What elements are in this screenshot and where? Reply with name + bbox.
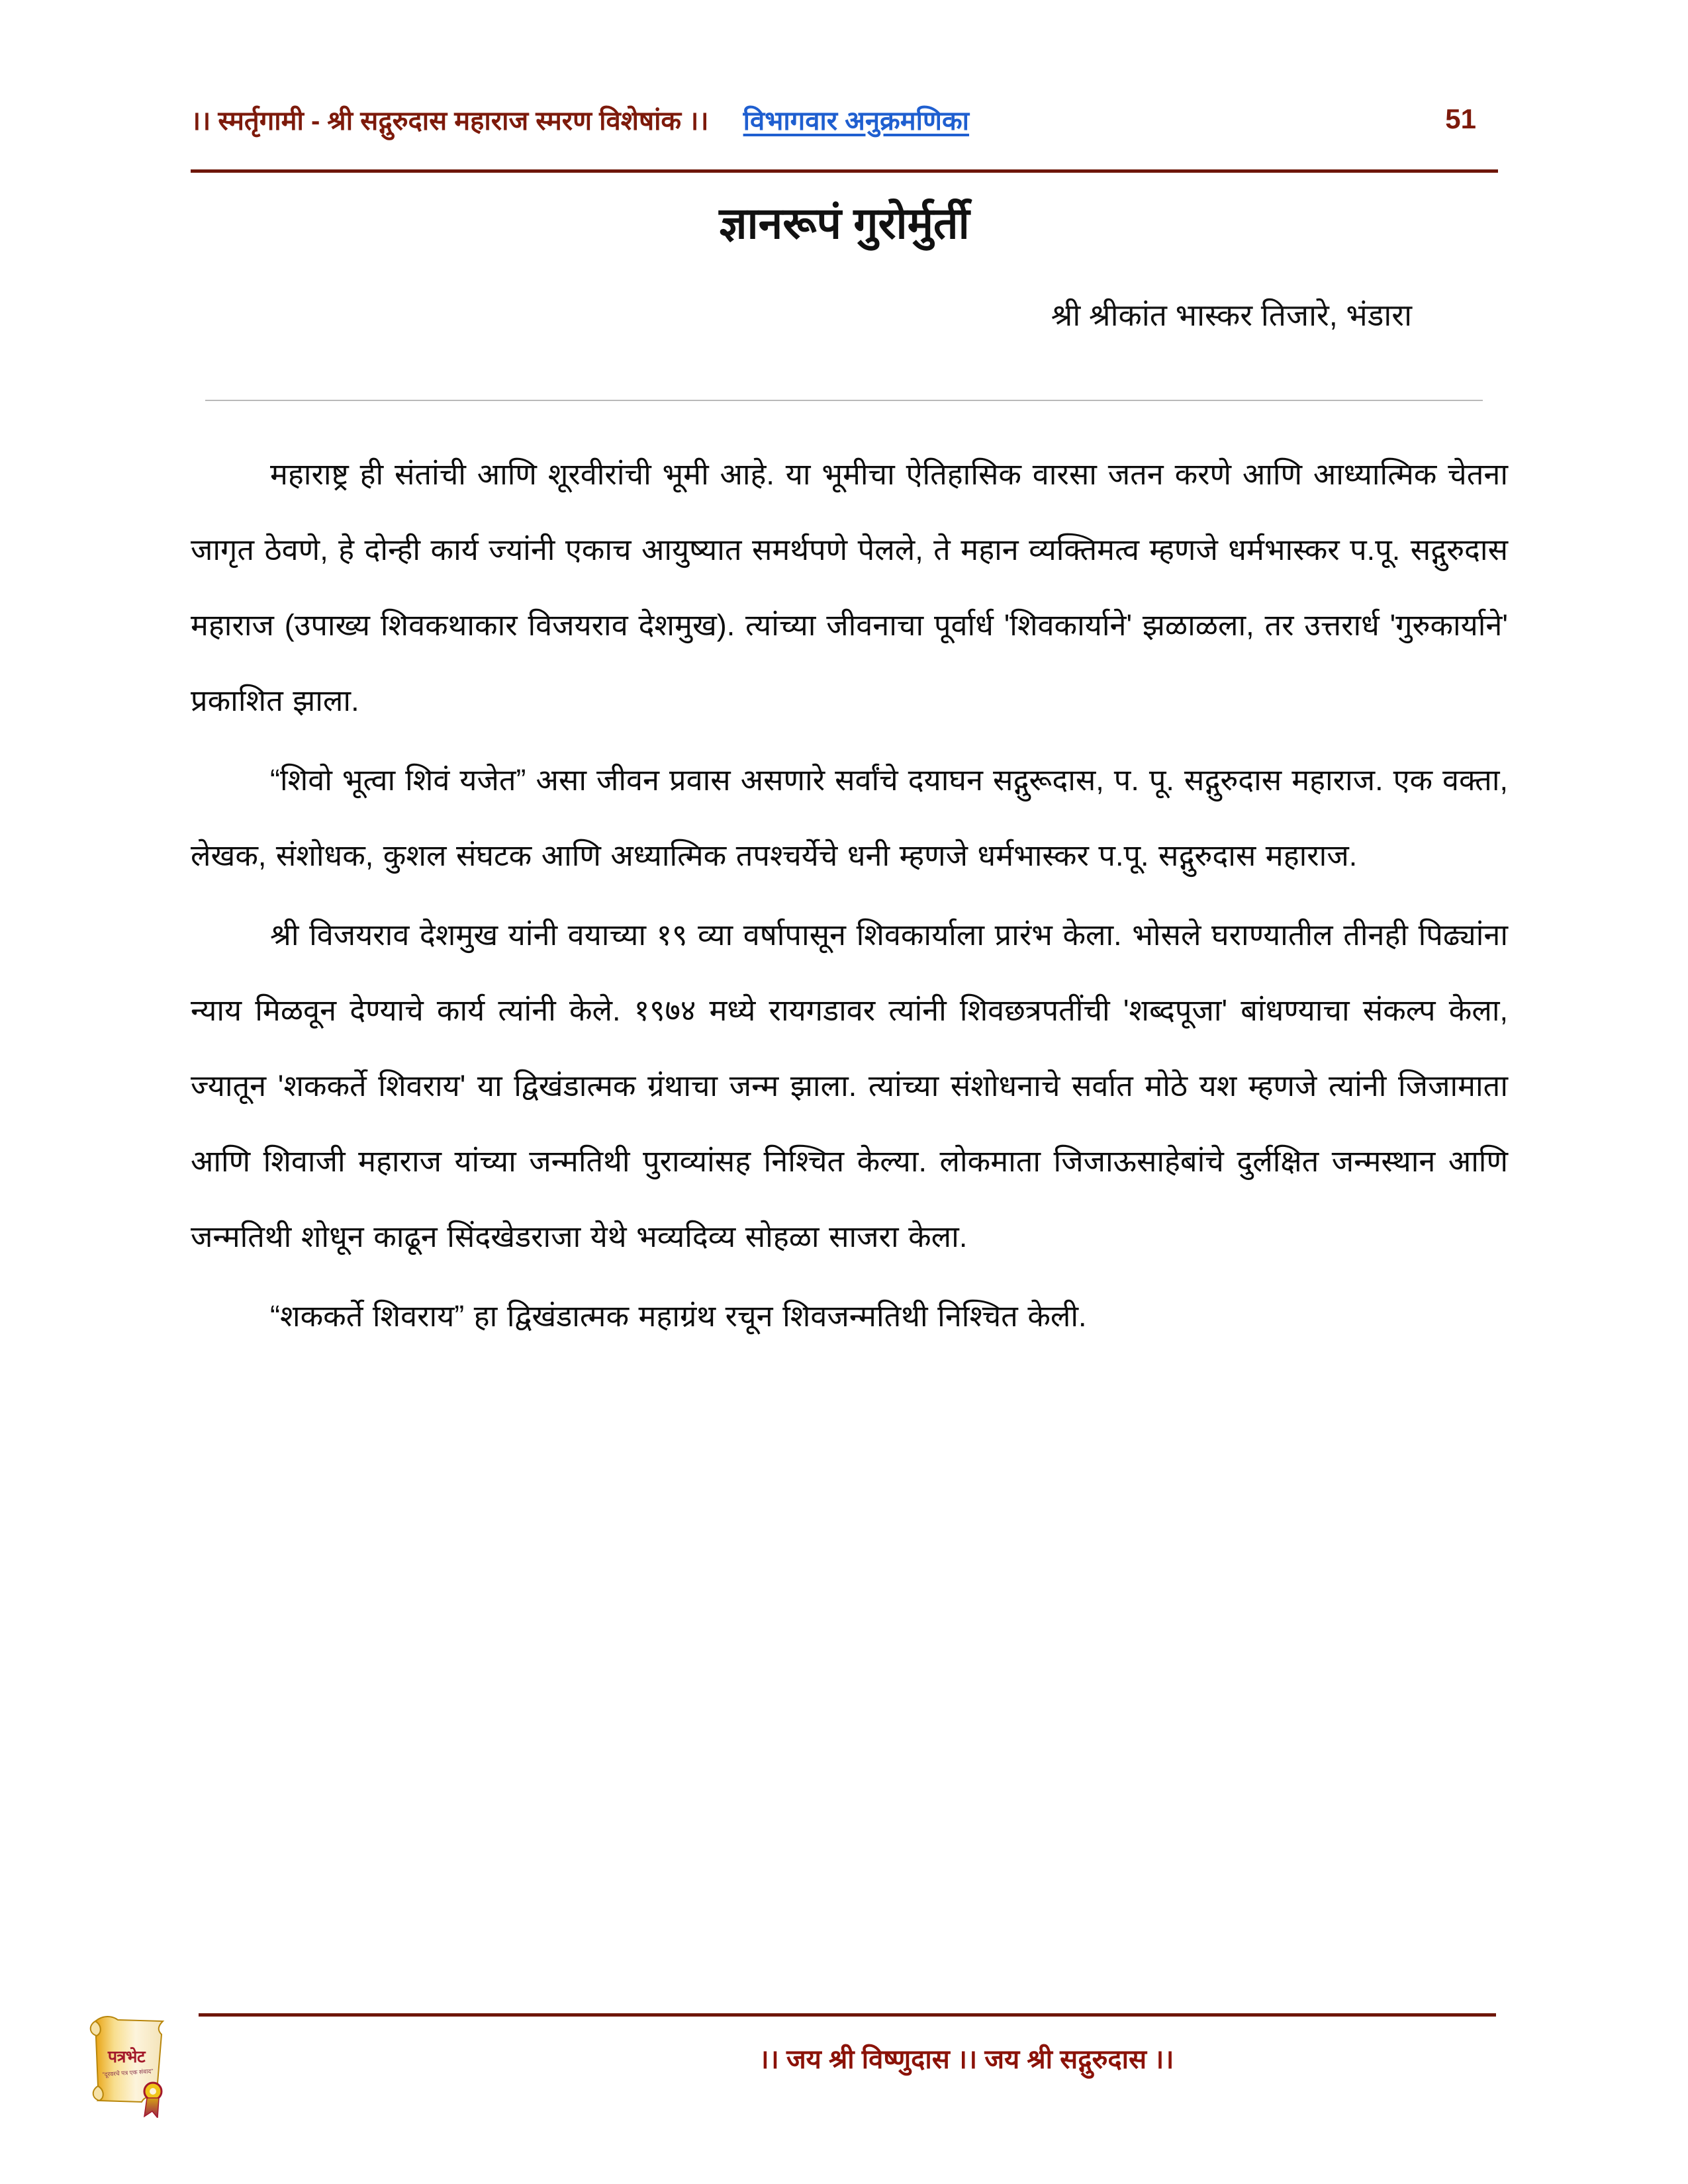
page-header [191,93,1495,146]
paragraph: “शककर्ते शिवराय” हा द्विखंडात्मक महाग्रंथ रचून शिवजन्मतिथी निश्चित केली. [270,1299,1087,1333]
index-link[interactable]: विभागवार अनुक्रमणिका [743,106,970,136]
paragraph: “शिवो भूत्वा शिवं यजेत” असा जीवन प्रवास असणारे सर्वांचे दयाघन सद्गुरूदास, प. पू. सद्गुरुदास महाराज. एक वक्ता, लेखक, संशोधक, कुशल संघटक आणि अध्यात्मिक तपश्चर्येचे धनी म्हणजे धर्मभास्कर प.पू. सद्गुरुदास महाराज. [191,763,1508,872]
footer-divider-rule [199,2013,1496,2017]
footer-salutation: ।। जय श्री विष्णुदास ।। जय श्री सद्गुरुदास ।। [759,2045,1174,2074]
logo-tagline: "दूरवरचे पत्र एक संवाद" [102,2068,154,2078]
logo-wordmark: पत्रभेट [107,2048,146,2066]
title-body-divider [205,400,1483,401]
header-divider-rule [191,169,1498,173]
article-author: श्री श्रीकांत भास्कर तिजारे, भंडारा [1051,298,1412,332]
header-issue-title: ।। स्मर्तृगामी - श्री सद्गुरुदास महाराज स्मरण विशेषांक ।। [191,106,709,136]
page-number: 51 [1445,103,1476,134]
paragraph: महाराष्ट्र ही संतांची आणि शूरवीरांची भूमी आहे. या भूमीचा ऐतिहासिक वारसा जतन करणे आणि आध्यात्मिक चेतना जागृत ठेवणे, हे दोन्ही कार्य ज्यांनी एकाच आयुष्यात समर्थपणे पेलले, ते महान व्यक्तिमत्व म्हणजे धर्मभास्कर प.पू. सद्गुरुदास महाराज (उपाख्य शिवकथाकार विजयराव देशमुख). त्यांच्या जीवनाचा पूर्वार्ध 'शिवकार्याने' झळाळला, तर उत्तरार्ध 'गुरुकार्याने' प्रकाशित झाला. [191,457,1508,717]
article-body [191,437,1508,1358]
patrabhet-scroll-logo [78,2007,177,2118]
paragraph: श्री विजयराव देशमुख यांनी वयाच्या १९ व्या वर्षापासून शिवकार्याला प्रारंभ केला. भोसले घराण्यातील तीनही पिढ्यांना न्याय मिळवून देण्याचे कार्य त्यांनी केले. १९७४ मध्ये रायगडावर त्यांनी शिवछत्रपतींची 'शब्दपूजा' बांधण्याचा संकल्प केला, ज्यातून 'शककर्ते शिवराय' या द्विखंडात्मक ग्रंथाचा जन्म झाला. त्यांच्या संशोधनाचे सर्वात मोठे यश म्हणजे त्यांनी जिजामाता आणि शिवाजी महाराज यांच्या जन्मतिथी पुराव्यांसह निश्चित केल्या. लोकमाता जिजाऊसाहेबांचे दुर्लक्षित जन्मस्थान आणि जन्मतिथी शोधून काढून सिंदखेडराजा येथे भव्यदिव्य सोहळा साजरा केला. [191,918,1508,1253]
article-title: ज्ञानरूपं गुरोर्मुर्ती [719,199,970,248]
